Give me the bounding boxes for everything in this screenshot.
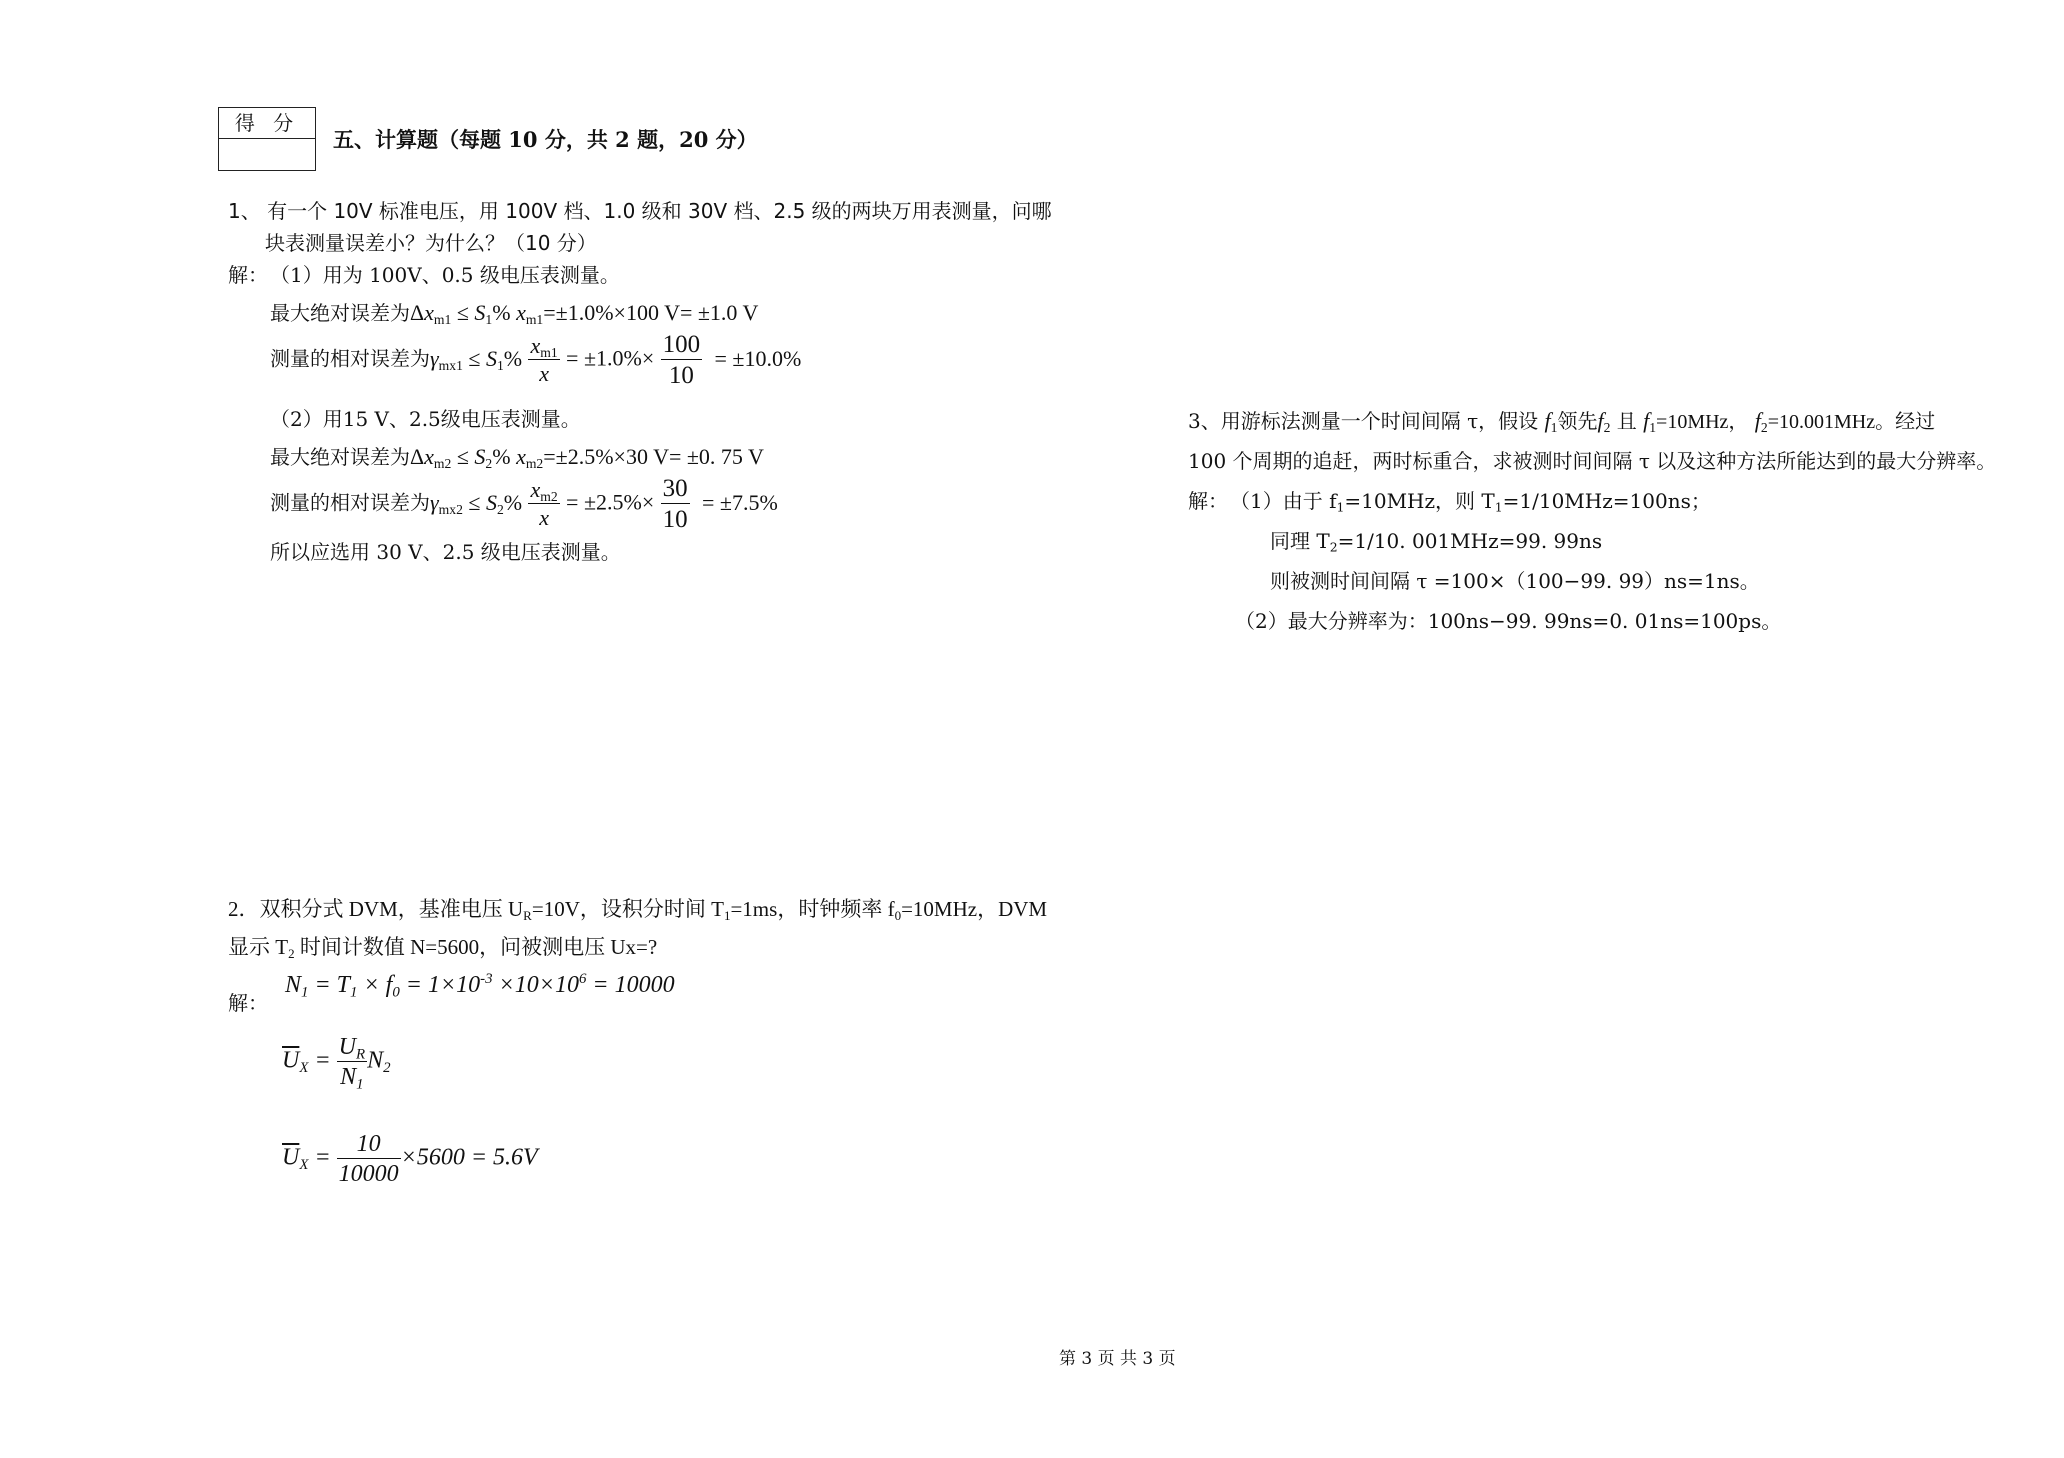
- q2-eq3-result: 5.6V: [493, 1144, 538, 1171]
- q1-rel-err-2: 测量的相对误差为$\gamma_{mx2} \le S_2\%$ $\frac{x_{m2}}{x}$ = ±2.5%× $\frac{30}{10}$ = ±7.5%: [270, 475, 778, 533]
- q3-f2-value: =10.001MHz。经过: [1767, 411, 1936, 433]
- q2-eq1-result: 10000: [614, 972, 675, 998]
- q1-question-line1: 1、 有一个 10V 标准电压，用 100V 档、1.0 级和 30V 档、2.5 级的两块万用表测量，问哪: [228, 199, 1052, 223]
- q3-step4: （2）最大分辨率为：100ns−99. 99ns=0. 01ns=100ps。: [1235, 609, 1782, 633]
- q1-part2-title: （2）用15 V、2.5级电压表测量。: [270, 407, 581, 431]
- abs-err-label: 最大绝对误差为: [270, 445, 410, 469]
- rel-err-2-result: = ±7.5%: [701, 489, 778, 515]
- rel-err-2-den: 10: [662, 506, 688, 533]
- page-footer: 第 3 页 共 3 页: [1059, 1349, 1176, 1369]
- rel-err-1-result: = ±10.0%: [714, 345, 802, 371]
- q3-line1-prefix: 3、用游标法测量一个时间间隔 τ，假设: [1188, 409, 1539, 433]
- q1-answer-label: 解：: [228, 263, 268, 287]
- q3-step3: 则被测时间间隔 τ =100×（100−99. 99）ns=1ns。: [1270, 569, 1760, 593]
- score-box: [218, 107, 316, 171]
- q3-line1-lead: 领先: [1557, 409, 1598, 433]
- abs-err-1-value: =±1.0%×100 V= ±1.0 V: [543, 300, 759, 325]
- rel-err-1-den: 10: [668, 362, 694, 389]
- q2-eq3-count: 5600: [416, 1144, 465, 1171]
- abs-err-2-value: =±2.5%×30 V= ±0. 75 V: [543, 444, 764, 469]
- q3-line2: 100 个周期的追赶，两时标重合，求被测时间间隔 τ 以及这种方法所能达到的最大分辨率。: [1188, 449, 1997, 473]
- q3-f1-value: =10MHz，: [1656, 411, 1749, 433]
- rel-err-label: 测量的相对误差为: [270, 490, 430, 515]
- section-title: 五、计算题（每题 10 分，共 2 题，20 分）: [333, 127, 758, 152]
- q2-eq3-den: 10000: [338, 1161, 399, 1187]
- q2-eq1: $N_1 = T_1 \times f_0 = 1\times 10^{-3} \times 10\times 10^6 = 10000$: [285, 971, 675, 1001]
- q3-step1: （1）由于 $f_1=10MHz$，则 $T_1=1/10MHz=100ns$；: [1230, 489, 1711, 515]
- rel-err-2-num: 30: [662, 475, 688, 502]
- q2-answer-label: 解：: [228, 991, 268, 1015]
- rel-err-label: 测量的相对误差为: [270, 346, 430, 371]
- rel-err-1-mid: = ±1.0%×: [566, 345, 655, 371]
- rel-err-1-num: 100: [662, 331, 701, 358]
- q3-answer-label: 解：: [1188, 489, 1228, 513]
- q1-conclusion: 所以应选用 30 V、2.5 级电压表测量。: [270, 540, 621, 564]
- q2-question-line2: 显示 $T_2$ 时间计数值 N=5600，问被测电压 Ux=?: [228, 935, 658, 961]
- q2-question-line1: 2．双积分式 DVM，基准电压 $U_R=10V$，设积分时间 $T_1=1ms$，时钟频率 $f_0=10MHz$，DVM: [228, 897, 1048, 923]
- q1-abs-err-2: 最大绝对误差为$\Delta x_{m2} \le S_2\%$ $x_{m2}=\pm 2.5\%\times 30$ V= ±0. 75 V: [270, 444, 764, 472]
- q3-line1-and: 且: [1616, 409, 1637, 433]
- q3-step2: 同理 $T_2=1/10$. 001MHz=99. 99ns: [1270, 529, 1603, 555]
- q1-question-line2: 块表测量误差小？为什么？（10 分）: [265, 231, 597, 255]
- rel-err-2-mid: = ±2.5%×: [566, 489, 655, 515]
- abs-err-label: 最大绝对误差为: [270, 301, 410, 325]
- q3-line1: 3、用游标法测量一个时间间隔 τ，假设 $f_1$领先$f_2$ 且 $f_1=10MHz$， $f_2=10.001MHz$。经过: [1188, 408, 1936, 436]
- q2-eq3: $\overline{U}_X$ = $\frac{10}{10000}$ ×5600 = 5.6V: [282, 1131, 538, 1187]
- q1-rel-err-1: 测量的相对误差为$\gamma_{mx1} \le S_1\%$ $\frac{x_{m1}}{x}$ = ±1.0%× $\frac{100}{10}$ = ±10.0%: [270, 331, 802, 389]
- q1-part1-title: （1）用为 100V、0.5 级电压表测量。: [270, 263, 620, 287]
- score-box-label: 得 分: [219, 108, 315, 139]
- q1-abs-err-1: 最大绝对误差为$\Delta x_{m1} \le S_1\%$ $x_{m1}=\pm 1.0\%\times 100$ V= ±1.0 V: [270, 300, 759, 328]
- q2-eq3-num: 10: [337, 1132, 401, 1159]
- q2-eq2: $\overline{U}_X$ = $\frac{U_R}{N_1}$ $N_2$: [282, 1034, 391, 1093]
